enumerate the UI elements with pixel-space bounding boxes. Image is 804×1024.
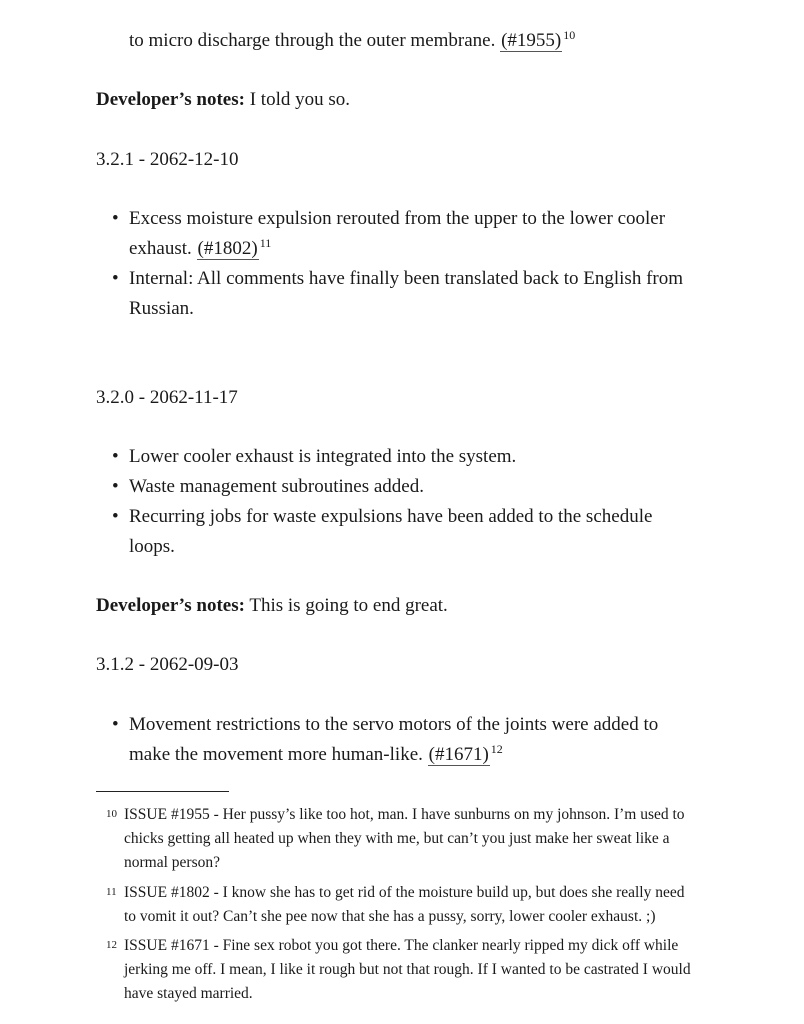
footnote-line: to vomit it out? Can’t she pee now that she has a pussy, sorry, lower cooler exhaust. ;) bbox=[124, 908, 656, 925]
bullet-text: loops. bbox=[129, 536, 175, 557]
footnote-line: chicks getting all heated up when they with me, but can’t you just make her sweat like a bbox=[124, 830, 670, 847]
footnote-line: ISSUE #1955 - Her pussy’s like too hot, man. I have sunburns on my johnson. I’m used to bbox=[124, 806, 685, 823]
issue-link-1671[interactable]: (#1671) bbox=[428, 744, 489, 765]
bullet-text: Recurring jobs for waste expulsions have been added to the schedule bbox=[129, 506, 653, 527]
version-heading-3-1-2: 3.1.2 - 2062-09-03 bbox=[96, 654, 239, 675]
bullet-marker: • bbox=[112, 714, 119, 735]
bullet-text: Movement restrictions to the servo motors of the joints were added to bbox=[129, 714, 659, 735]
bullet-text: exhaust. (#1802) $^{11}$ bbox=[129, 236, 272, 259]
bullet-text: Lower cooler exhaust is integrated into the system. bbox=[129, 446, 517, 467]
footnote-divider bbox=[96, 791, 229, 792]
version-heading-3-2-1: 3.2.1 - 2062-12-10 bbox=[96, 149, 239, 170]
developer-notes-1: Developer’s notes: I told you so. bbox=[96, 89, 350, 110]
version-heading-3-2-0: 3.2.0 - 2062-11-17 bbox=[96, 387, 238, 408]
footnote-ref-12[interactable]: 12 bbox=[490, 742, 503, 756]
footnote-number: 11 bbox=[106, 886, 117, 898]
footnote-line: have stayed married. bbox=[124, 985, 253, 1002]
footnote-number: 12 bbox=[106, 939, 117, 951]
footnote-number: 10 bbox=[106, 808, 117, 820]
bullet-marker: • bbox=[112, 446, 119, 467]
bullet-text: Russian. bbox=[129, 298, 194, 319]
issue-link-1802[interactable]: (#1802) bbox=[197, 238, 258, 259]
continued-bullet-text: to micro discharge through the outer membrane. (#1955) $^{10}$ bbox=[129, 28, 576, 51]
footnote-ref-11[interactable]: 11 bbox=[259, 236, 272, 250]
bullet-text: make the movement more human-like. (#1671) $^{12}$ bbox=[129, 742, 503, 765]
footnote-line: normal person? bbox=[124, 854, 220, 871]
bullet-text: Internal: All comments have finally been translated back to English from bbox=[129, 268, 684, 289]
bullet-marker: • bbox=[112, 268, 119, 289]
issue-link-1955[interactable]: (#1955) bbox=[501, 30, 562, 51]
bullet-marker: • bbox=[112, 208, 119, 229]
bullet-marker: • bbox=[112, 506, 119, 527]
developer-notes-2: Developer’s notes: This is going to end great. bbox=[96, 595, 448, 616]
bullet-text: Waste management subroutines added. bbox=[129, 476, 424, 497]
footnote-line: jerking me off. I mean, I like it rough but not that rough. If I wanted to be castrated I would bbox=[124, 961, 691, 978]
bullet-marker: • bbox=[112, 476, 119, 497]
footnote-ref-10[interactable]: 10 bbox=[563, 28, 576, 42]
bullet-text: Excess moisture expulsion rerouted from the upper to the lower cooler bbox=[129, 208, 666, 229]
footnote-line: ISSUE #1671 - Fine sex robot you got there. The clanker nearly ripped my dick off while bbox=[124, 937, 679, 954]
footnote-line: ISSUE #1802 - I know she has to get rid of the moisture build up, but does she really need bbox=[124, 884, 685, 901]
